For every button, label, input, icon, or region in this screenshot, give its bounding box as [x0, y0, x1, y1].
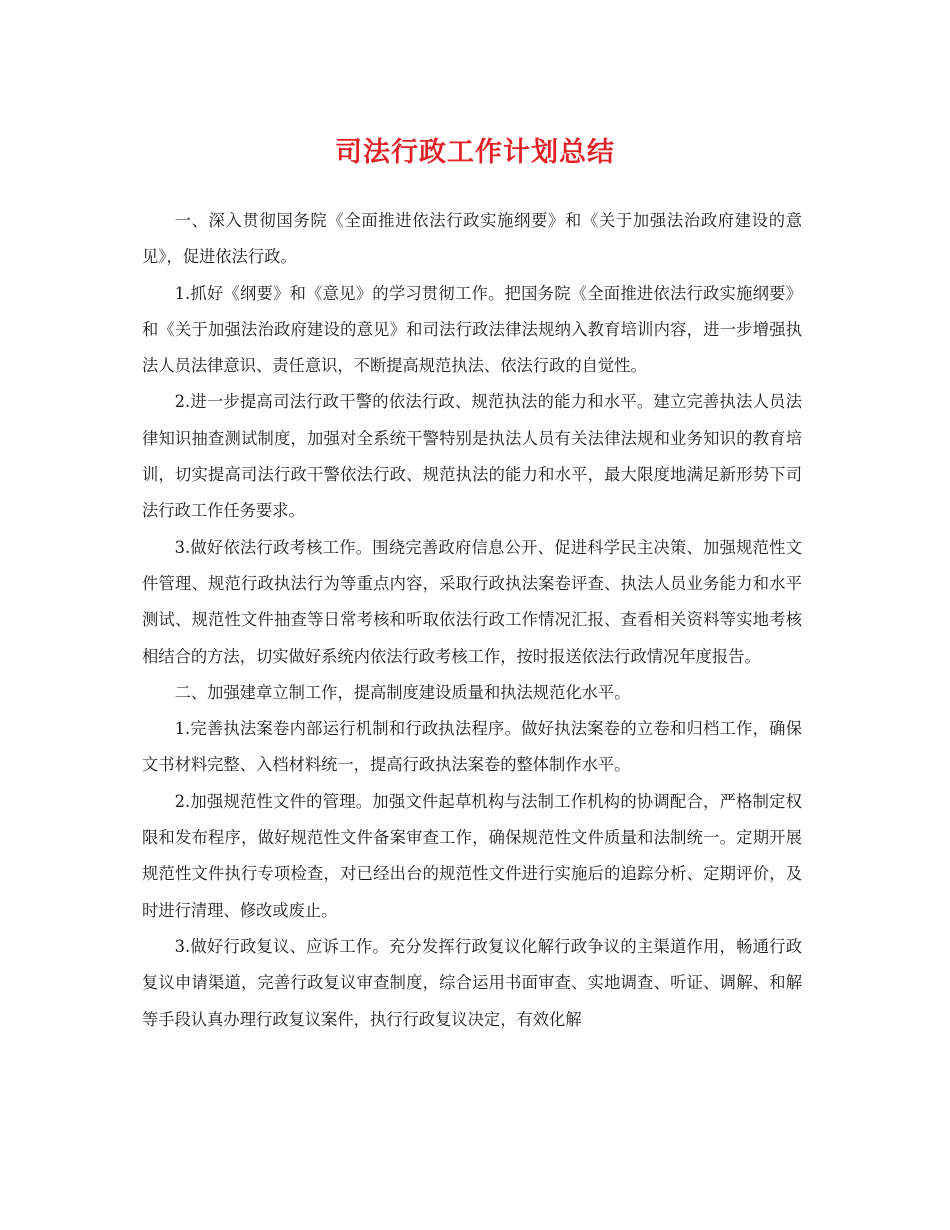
paragraph: 1.完善执法案卷内部运行机制和行政执法程序。做好执法案卷的立卷和归档工作，确保文书材料完整、入档材料统一，提高行政执法案卷的整体制作水平。	[142, 719, 802, 775]
paragraph: 一、深入贯彻国务院《全面推进依法行政实施纲要》和《关于加强法治政府建设的意见》，促进依法行政。	[142, 211, 802, 267]
paragraph: 1.抓好《纲要》和《意见》的学习贯彻工作。把国务院《全面推进依法行政实施纲要》和《关于加强法治政府建设的意见》和司法行政法律法规纳入教育培训内容，进一步增强执法人员法律意识、责任意识，不断提高规范执法、依法行政的自觉性。	[142, 283, 802, 376]
paragraph: 二、加强建章立制工作，提高制度建设质量和执法规范化水平。	[174, 682, 631, 702]
paragraph: 3.做好依法行政考核工作。围绕完善政府信息公开、促进科学民主决策、加强规范性文件管理、规范行政执法行为等重点内容，采取行政执法案卷评查、执法人员业务能力和水平测试、规范性文件抽查等日常考核和听取依法行政工作情况汇报、查看相关资料等实地考核相结合的方法，切实做好系统内依法行政考核工作，按时报送依法行政情况年度报告。	[142, 537, 802, 666]
document-body	[142, 203, 802, 1038]
paragraph: 3.做好行政复议、应诉工作。充分发挥行政复议化解行政争议的主渠道作用，畅通行政复议申请渠道，完善行政复议审查制度，综合运用书面审查、实地调查、听证、调解、和解等手段认真办理行政复议案件，执行行政复议决定，有效化解	[142, 936, 802, 1029]
document-title: 司法行政工作计划总结	[335, 137, 615, 168]
paragraph: 2.进一步提高司法行政干警的依法行政、规范执法的能力和水平。建立完善执法人员法律知识抽查测试制度，加强对全系统干警特别是执法人员有关法律法规和业务知识的教育培训，切实提高司法行政干警依法行政、规范执法的能力和水平，最大限度地满足新形势下司法行政工作任务要求。	[142, 392, 802, 521]
paragraph: 2.加强规范性文件的管理。加强文件起草机构与法制工作机构的协调配合，严格制定权限和发布程序，做好规范性文件备案审查工作，确保规范性文件质量和法制统一。定期开展规范性文件执行专项检查，对已经出台的规范性文件进行实施后的追踪分析、定期评价，及时进行清理、修改或废止。	[142, 791, 802, 920]
